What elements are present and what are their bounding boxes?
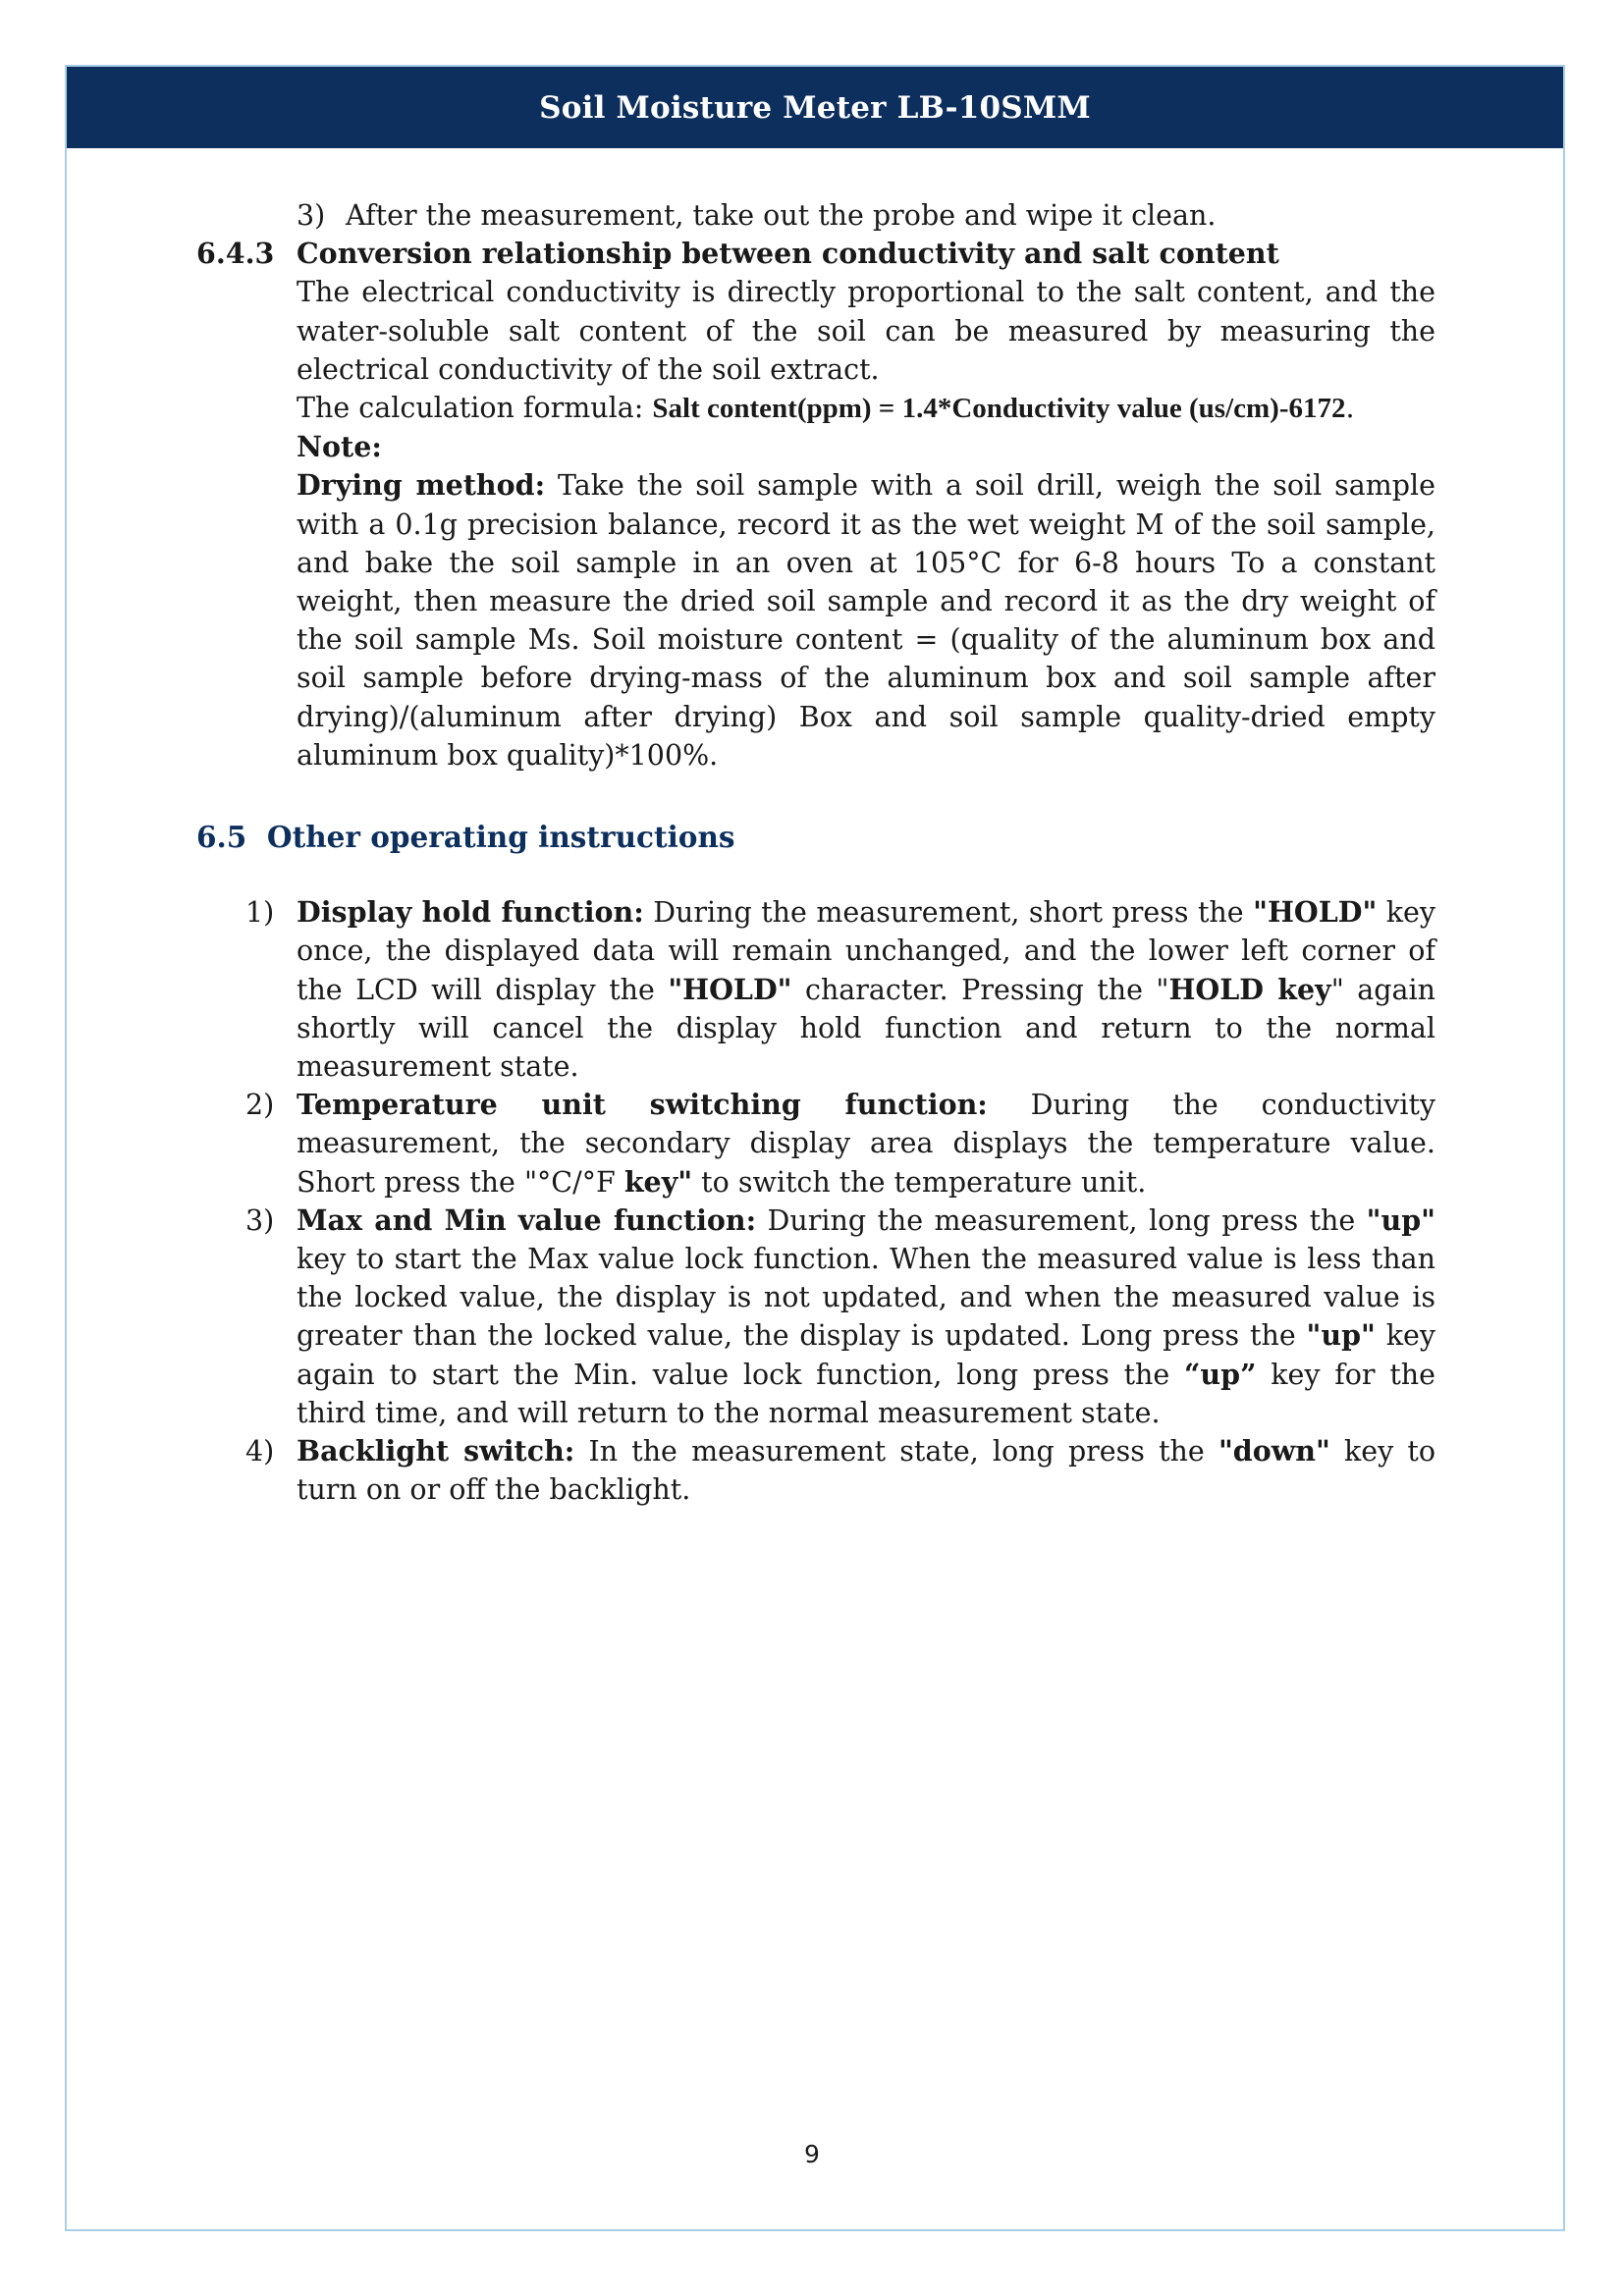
spacer <box>196 774 1435 818</box>
item-text: key once, the displayed data will remain unchanged, and the lower left corner of the LCD will display the <box>297 896 1435 1006</box>
page-content <box>196 196 1435 1510</box>
list-item <box>196 893 1435 1086</box>
section-643-number: 6.4.3 <box>196 237 275 271</box>
section-65-number: 6.5 <box>196 820 247 855</box>
step-3-text: After the measurement, take out the probe and wipe it clean. <box>346 199 1217 232</box>
key-name: "down" <box>1218 1434 1330 1468</box>
item-text: During the conductivity measurement, the secondary display area displays the temperature value. Short press the "°C/°F <box>297 1089 1435 1199</box>
page-number: 9 <box>804 2140 820 2168</box>
drying-method-text: Take the soil sample with a soil drill, weigh the soil sample with a 0.1g precision balance, record it as the wet weight M of the soil sample, and bake the soil sample in an oven at 105°C for 6-8 hours To a constant weight, then measure the dried soil sample and record it as the dry weight of the soil sample Ms. Soil moisture content = (quality of the aluminum box and soil sample before drying-mass of the aluminum box and soil sample after drying)/(aluminum after drying) Box and soil sample quality-dried empty aluminum box quality)*100%. <box>297 469 1435 772</box>
key-name: HOLD key <box>1168 972 1331 1006</box>
list-item <box>196 1432 1435 1509</box>
section-643-title: Conversion relationship between conductivity and salt content <box>297 237 1279 271</box>
document-title: Soil Moisture Meter LB-10SMM <box>539 89 1091 126</box>
list-marker: 2) <box>245 1089 275 1122</box>
step-3 <box>196 196 1435 235</box>
note-label: Note: <box>297 430 382 464</box>
item-label: Temperature unit switching function: <box>297 1088 988 1122</box>
item-label: Backlight switch: <box>297 1434 575 1468</box>
key-name: "up" <box>1366 1202 1435 1237</box>
item-text: In the measurement state, long press the <box>574 1435 1218 1468</box>
section-65-title: Other operating instructions <box>266 820 735 855</box>
item-text: key to turn on or off the backlight. <box>297 1435 1435 1507</box>
formula: Salt content(ppm) = 1.4*Conductivity value (us/cm)-6172 <box>652 393 1346 425</box>
drying-method-label: Drying method: <box>297 468 546 503</box>
item-text: During the measurement, long press the <box>756 1203 1367 1237</box>
list-item <box>196 1086 1435 1201</box>
spacer <box>196 856 1435 893</box>
section-643-heading <box>196 235 1435 273</box>
key-name: "HOLD" <box>668 972 792 1006</box>
key-name: "up" <box>1306 1318 1376 1353</box>
item-label: Max and Min value function: <box>297 1202 757 1237</box>
key-name: key" <box>623 1164 693 1199</box>
header-bar <box>67 67 1563 148</box>
section-643-paragraph: The electrical conductivity is directly proportional to the salt content, and the water-soluble salt content of the soil can be measured by measuring the electrical conductivity of the soil extract. <box>297 276 1435 386</box>
key-name: "HOLD" <box>1253 895 1378 930</box>
item-text: " again shortly will cancel the display hold function and return to the normal measurement state. <box>297 973 1435 1084</box>
list-item <box>196 1201 1435 1432</box>
list-marker: 4) <box>245 1435 275 1468</box>
list-marker: 3) <box>245 1203 275 1237</box>
list-marker: 1) <box>245 896 275 930</box>
drying-method-paragraph <box>196 466 1435 774</box>
item-text: key to start the Max value lock function. When the measured value is less than the locked value, the display is not updated, and when the measured value is greater than the locked value, the display is updated. Long press the <box>297 1243 1435 1353</box>
item-text: key for the third time, and will return to the normal measurement state. <box>297 1358 1435 1429</box>
key-name: “up” <box>1184 1357 1257 1391</box>
instructions-list <box>196 893 1435 1509</box>
step-3-number: 3) <box>297 199 326 232</box>
formula-end: . <box>1345 392 1355 425</box>
section-65-heading <box>196 818 1435 856</box>
formula-intro: The calculation formula: <box>297 392 653 425</box>
item-label: Display hold function: <box>297 895 644 930</box>
item-text: key again to start the Min. value lock function, long press the <box>297 1319 1436 1391</box>
formula-line <box>196 389 1435 428</box>
item-text: character. Pressing the " <box>791 973 1169 1006</box>
item-text: During the measurement, short press the <box>643 896 1254 930</box>
item-text: to switch the temperature unit. <box>692 1165 1147 1199</box>
